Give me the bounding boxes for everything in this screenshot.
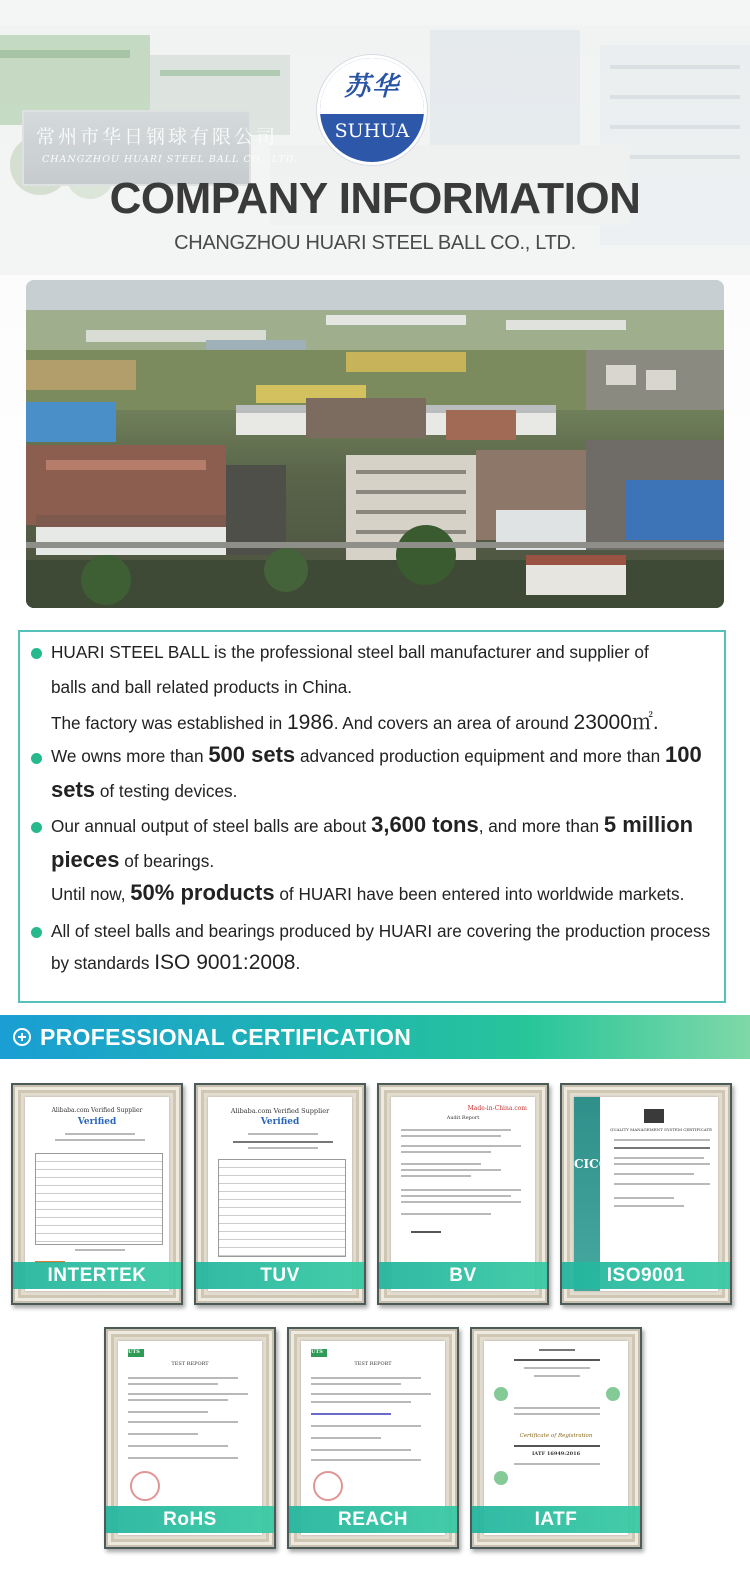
page-title: COMPANY INFORMATION [109, 174, 641, 223]
testing-count: 100 [664, 742, 702, 767]
certificate-name: REACH [337, 1509, 409, 1530]
bullet-icon [31, 822, 42, 833]
certificate-document: CICC QUALITY MANAGEMENT SYSTEM CERTIFICATE [574, 1097, 718, 1291]
sign-chinese-name: 常州市华日钢球有限公司 [36, 126, 279, 148]
info-paragraph-4-line-2: by standards ISO 9001:2008. [51, 951, 301, 974]
certificate-document: Certificate of Registration IATF 16949:2016 [484, 1341, 628, 1535]
certificate-frame-reach [287, 1327, 459, 1549]
certification-banner [0, 1015, 750, 1059]
factory-aerial-photo [26, 280, 724, 608]
certificate-frame-bv [377, 1083, 549, 1305]
certificate-frame-tuv [194, 1083, 366, 1305]
certificate-frame-iatf [470, 1327, 642, 1549]
info-paragraph-3-line-3: Until now, 50% products of HUARI have been entered into worldwide markets. [51, 880, 685, 905]
certificate-name: RoHS [163, 1509, 217, 1530]
company-header [0, 0, 750, 610]
equipment-count: 500 sets [208, 742, 296, 767]
certificate-frame-rohs [104, 1327, 276, 1549]
certificate-label-bar [106, 1506, 274, 1533]
logo-english-text: SUHUA [334, 120, 410, 142]
info-paragraph-3-line-1: Our annual output of steel balls are about 3,600 tons, and more than 5 million [51, 812, 694, 837]
suhua-logo [320, 58, 424, 162]
certificate-document: Made-in-China.com Audit Report [391, 1097, 535, 1291]
certification-heading: PROFESSIONAL CERTIFICATION [40, 1024, 412, 1050]
bullet-icon [31, 927, 42, 938]
certificate-name: INTERTEK [47, 1265, 147, 1286]
certificate-label-bar [379, 1262, 547, 1289]
certificate-label-bar [289, 1506, 457, 1533]
plus-circle-icon [13, 1028, 31, 1046]
factory-area: 23000㎡ [573, 711, 653, 734]
certificate-label-bar [13, 1262, 181, 1289]
certificate-name: IATF [534, 1509, 578, 1530]
export-percentage: 50% products [130, 880, 275, 905]
certificate-gallery [0, 1059, 750, 1577]
company-name-subtitle: CHANGZHOU HUARI STEEL BALL CO., LTD. [174, 232, 576, 254]
info-paragraph-4-line-1: All of steel balls and bearings produced by HUARI are covering the production process [51, 921, 711, 941]
logo-chinese-text: 苏华 [343, 72, 400, 102]
iso-standard: ISO 9001:2008 [154, 951, 296, 974]
certificate-label-bar [562, 1262, 730, 1289]
info-paragraph-1-line-3: The factory was established in 1986. And covers an area of around 23000㎡. [51, 711, 659, 734]
certificate-document: Alibaba.com Verified Supplier Verified [25, 1097, 169, 1291]
info-paragraph-1-line-1: HUARI STEEL BALL is the professional steel ball manufacturer and supplier of [51, 642, 649, 662]
certificate-name: TUV [260, 1265, 300, 1286]
bullet-icon [31, 648, 42, 659]
sign-english-name: CHANGZHOU HUARI STEEL BALL CO., LTD. [42, 154, 299, 165]
certificate-frame-iso9001 [560, 1083, 732, 1305]
certificate-document: UTS TEST REPORT [118, 1341, 262, 1535]
bullet-icon [31, 753, 42, 764]
certificate-name: ISO9001 [606, 1265, 686, 1286]
annual-output-tons: 3,600 tons [371, 812, 479, 837]
company-description-box [18, 630, 726, 1003]
certificate-label-bar [472, 1506, 640, 1533]
certificate-document: UTS TEST REPORT [301, 1341, 445, 1535]
established-year: 1986 [286, 711, 334, 734]
certificate-frame-intertek [11, 1083, 183, 1305]
certificate-name: BV [449, 1265, 477, 1286]
info-paragraph-2-line-2: sets of testing devices. [51, 777, 238, 802]
bearing-count: 5 million [603, 812, 694, 837]
info-paragraph-3-line-2: pieces of bearings. [51, 847, 215, 872]
certificate-document: Alibaba.com Verified Supplier Verified [208, 1097, 352, 1291]
certificate-label-bar [196, 1262, 364, 1289]
info-paragraph-1-line-2: balls and ball related products in China. [51, 677, 352, 697]
info-paragraph-2-line-1: We owns more than 500 sets advanced production equipment and more than 100 [51, 742, 702, 767]
